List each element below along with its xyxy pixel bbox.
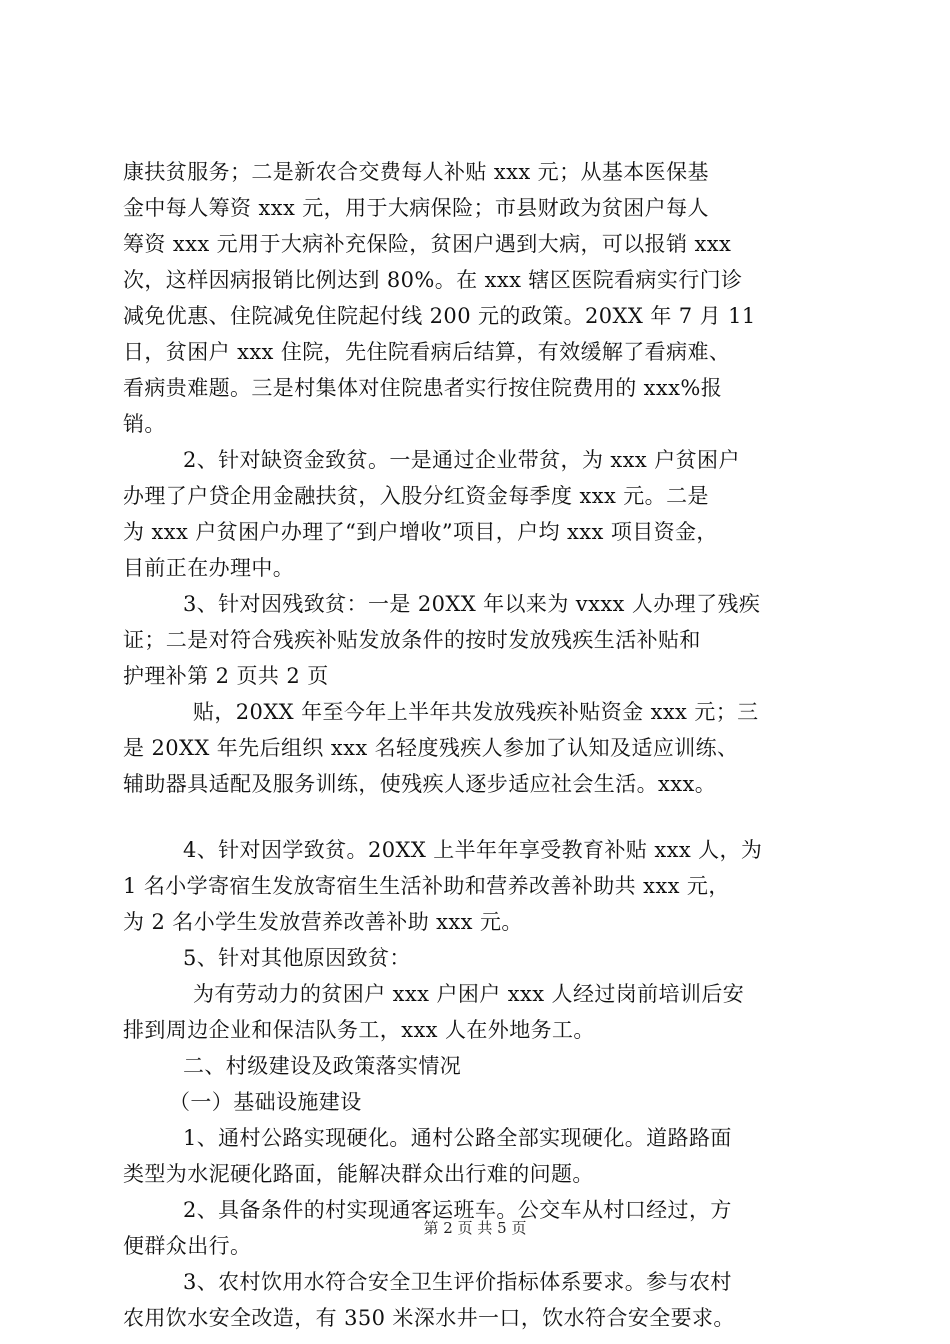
paragraph-start: 为有劳动力的贫困户 xxx 户困户 xxx 人经过岗前培训后安: [193, 982, 745, 1006]
body-line: 证；二是对符合残疾补贴发放条件的按时发放残疾生活补贴和: [123, 628, 701, 652]
paragraph-start: 4、针对因学致贫。20XX 上半年年享受教育补贴 xxx 人，为: [183, 838, 763, 862]
body-line: 次，这样因病报销比例达到 80%。在 xxx 辖区医院看病实行门诊: [123, 268, 743, 292]
paragraph-start: 1、通村公路实现硬化。通村公路全部实现硬化。道路路面: [183, 1126, 732, 1150]
body-line: 护理补第 2 页共 2 页: [123, 664, 329, 688]
subsection-heading: （一）基础设施建设: [169, 1090, 362, 1114]
body-line: 康扶贫服务；二是新农合交费每人补贴 xxx 元；从基本医保基: [123, 160, 709, 184]
body-line: 销。: [123, 412, 166, 436]
paragraph-start: 2、针对缺资金致贫。一是通过企业带贫，为 xxx 户贫困户: [183, 448, 740, 472]
body-line: 排到周边企业和保洁队务工，xxx 人在外地务工。: [123, 1018, 595, 1042]
body-line: 目前正在办理中。: [123, 556, 295, 580]
body-line: 农用饮水安全改造，有 350 米深水井一口，饮水符合安全要求。: [123, 1306, 735, 1330]
paragraph-start: 3、农村饮用水符合安全卫生评价指标体系要求。参与农村: [183, 1270, 732, 1294]
paragraph-start: 贴，20XX 年至今年上半年共发放残疾补贴资金 xxx 元；三: [193, 700, 759, 724]
paragraph-gap: [123, 802, 838, 832]
body-line: 是 20XX 年先后组织 xxx 名轻度残疾人参加了认知及适应训练、: [123, 736, 739, 760]
body-line: 筹资 xxx 元用于大病补充保险，贫困户遇到大病，可以报销 xxx: [123, 232, 732, 256]
body-line: 便群众出行。: [123, 1234, 252, 1258]
body-line: 办理了户贷企用金融扶贫，入股分红资金每季度 xxx 元。二是: [123, 484, 709, 508]
section-heading: 二、村级建设及政策落实情况: [183, 1054, 462, 1078]
paragraph-start: 3、针对因残致贫：一是 20XX 年以来为 vxxx 人办理了残疾: [183, 592, 761, 616]
body-line: 类型为水泥硬化路面，能解决群众出行难的问题。: [123, 1162, 594, 1186]
document-body: [123, 154, 838, 1336]
body-line: 辅助器具适配及服务训练，使残疾人逐步适应社会生活。xxx。: [123, 772, 717, 796]
body-line: 为 2 名小学生发放营养改善补助 xxx 元。: [123, 910, 523, 934]
body-line: 为 xxx 户贫困户办理了“到户增收”项目，户均 xxx 项目资金，: [123, 520, 718, 544]
body-line: 日，贫困户 xxx 住院，先住院看病后结算，有效缓解了看病难、: [123, 340, 731, 364]
body-line: 金中每人筹资 xxx 元，用于大病保险；市县财政为贫困户每人: [123, 196, 709, 220]
body-line: 1 名小学寄宿生发放寄宿生生活补助和营养改善补助共 xxx 元，: [123, 874, 730, 898]
paragraph-start: 5、针对其他原因致贫：: [183, 946, 411, 970]
body-line: 减免优惠、住院减免住院起付线 200 元的政策。20XX 年 7 月 11: [123, 304, 756, 328]
paragraph-start: 2、具备条件的村实现通客运班车。公交车从村口经过，方: [183, 1198, 732, 1222]
page-footer: 第 2 页 共 5 页: [423, 1219, 527, 1237]
body-line: 看病贵难题。三是村集体对住院患者实行按住院费用的 xxx%报: [123, 376, 723, 400]
